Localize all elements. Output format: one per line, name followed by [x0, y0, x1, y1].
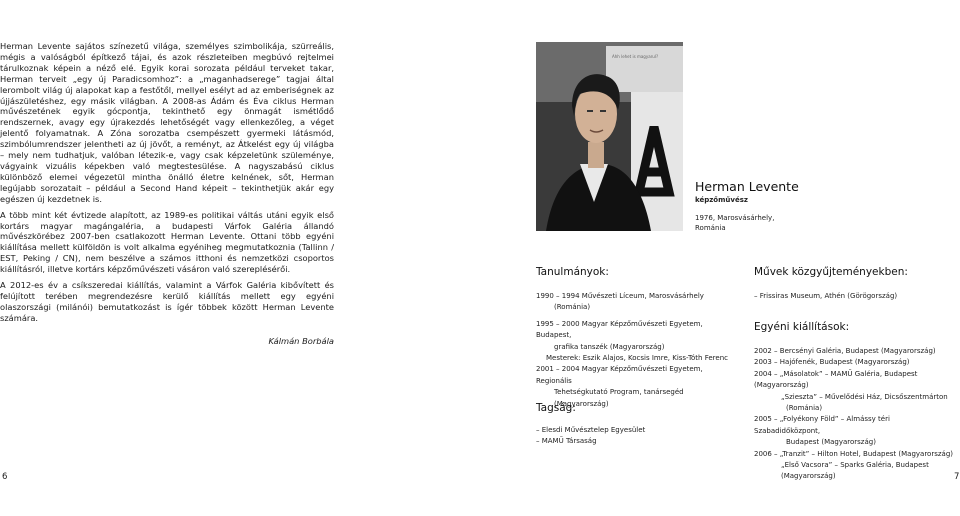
page-number-left: 6: [2, 472, 8, 482]
membership-list: [536, 425, 736, 448]
list-item: 2004 – „Másolatok” – MAMŰ Galéria, Budapest (Magyarország): [754, 369, 918, 390]
list-item: 2003 – Hajófenék, Budapest (Magyarország): [754, 358, 910, 367]
list-item: 1990 – 1994 Művészeti Líceum, Marosvásárhely: [536, 292, 704, 300]
list-item: 1995 – 2000 Magyar Képzőművészeti Egyetem, Budapest,: [536, 319, 703, 340]
list-item: – Elesdi Művésztelep Egyesület: [536, 426, 646, 434]
list-item: 2001 – 2004 Magyar Képzőművészeti Egyetem, Regionális: [536, 365, 703, 385]
list-item: Tehetségkutató Program, tanársegéd: [554, 388, 684, 397]
photo-sign-text: Ahh lehet is magyarul?: [612, 54, 659, 59]
list-item: (Románia): [786, 404, 823, 413]
list-item: – MAMŰ Társaság: [536, 437, 597, 446]
essay-text: [0, 41, 334, 347]
solo-exhibitions-heading: Egyéni kiállítások:: [754, 321, 850, 333]
studies-list: [536, 291, 736, 410]
essay-paragraph-3: A 2012-es év a csíkszeredai kiállítás, valamint a Várfok Galéria kibővített és felújított terében megrendezésre kerülő kiállítás mellett egy egyéni olaszországi (milánói) bemutatkozást is ígér többek között Herman Levente számára.: [0, 280, 334, 323]
list-item: 2002 – Bercsényi Galéria, Budapest (Magyarország): [754, 347, 936, 355]
page-number-right: 7: [954, 472, 960, 482]
list-item: – Frissiras Museum, Athén (Görögország): [754, 292, 898, 300]
collections-heading: Művek közgyűjteményekben:: [754, 266, 908, 278]
artist-name: Herman Levente: [695, 179, 799, 194]
list-item: (Magyarország): [554, 399, 609, 408]
membership-heading: Tagság:: [536, 402, 576, 414]
essay-author: Kálmán Borbála: [268, 335, 334, 346]
artist-role: képzőművész: [695, 196, 748, 204]
artist-photo: [536, 42, 683, 231]
birth-place-date: 1976, Marosvásárhely,: [695, 214, 775, 222]
list-item: Mesterek: Eszik Alajos, Kocsis Imre, Kiss-Tóth Ferenc: [546, 354, 728, 363]
list-item: grafika tanszék (Magyarország): [554, 342, 665, 351]
essay-paragraph-2: A több mint két évtizede alapított, az 1989-es politikai váltás utáni egyik első kortárs magyar magángaléria, a budapesti Várfok Galéria állandó művészkörébez 2007-ben csatlakozott Herman Levente. Ottani több egyéni kiállítása mellett külföldön is volt alkalma egyéniheg megmutatkoznia (Tallinn / EST, Peking / CN), nem beszélve a számos itthoni és nemzetközi csoportos kiállításról, illetve kortárs képzőművészeti vásáron való szereplésérői.: [0, 209, 334, 275]
list-item: „Szieszta” – Művelődési Ház, Dicsőszentmárton: [781, 392, 948, 401]
list-item: 2005 – „Folyékony Föld” – Almássy téri Szabadidőközpont,: [754, 415, 890, 435]
list-item: (Románia): [554, 303, 591, 312]
artist-birth: [695, 214, 805, 233]
solo-exhibitions-list: [754, 346, 954, 483]
list-item: 2006 – „Tranzit” – Hilton Hotel, Budapest (Magyarország): [754, 449, 953, 458]
essay-paragraph-1: Herman Levente sajátos színezetű világa, személyes szimbolikája, szürreális, mégis a valóságból építkező tájai, és azok részleteiben megbúvó rejtelmei tárulkoznak képein a néző elé. Egyik korai sorozata például terveket takar, Herman terveit „egy új Paradicsomhoz”: a „maganhadserege” tagjai által lerombolt világ új alapokat kap a festőtől, mellyel esélyt ad az emberiségnek az újjászületéshez, egy másik világban. A 2008-as Ádám és Éva ciklus Herman művészetének egyik gócpontja, tekinthető egy önmagát ismétlődő rendszernek, avagy egy újrakezdés lehetőségét vagy ellenkezőleg, a véget jelentő folyamatnak. A Zóna sorozatba csempészett gyermeki látásmód, szimbólumrendszer jelentheti az új jövőt, a reményt, az Átkelést egy új világba – mely nem tudhatjuk, valóban létezik-e, vagy csak képzeletünk szüleménye, vágyaink vizuális képekben való megtestesülése. A nagyszabású ciklus különböző elemei végezetül mintha önálló életre kelnének, sőt, Herman legújabb sorozatait – például a Second Hand képeit – tekinthetjük akár egy egészen új kezdetnek is.: [0, 41, 334, 204]
list-item: „Első Vacsora” – Sparks Galéria, Budapest (Magyarország): [781, 461, 929, 481]
studies-heading: Tanulmányok:: [536, 266, 609, 278]
collections-list: [754, 291, 954, 302]
list-item: Budapest (Magyarország): [786, 438, 876, 447]
birth-country: Románia: [695, 223, 726, 232]
